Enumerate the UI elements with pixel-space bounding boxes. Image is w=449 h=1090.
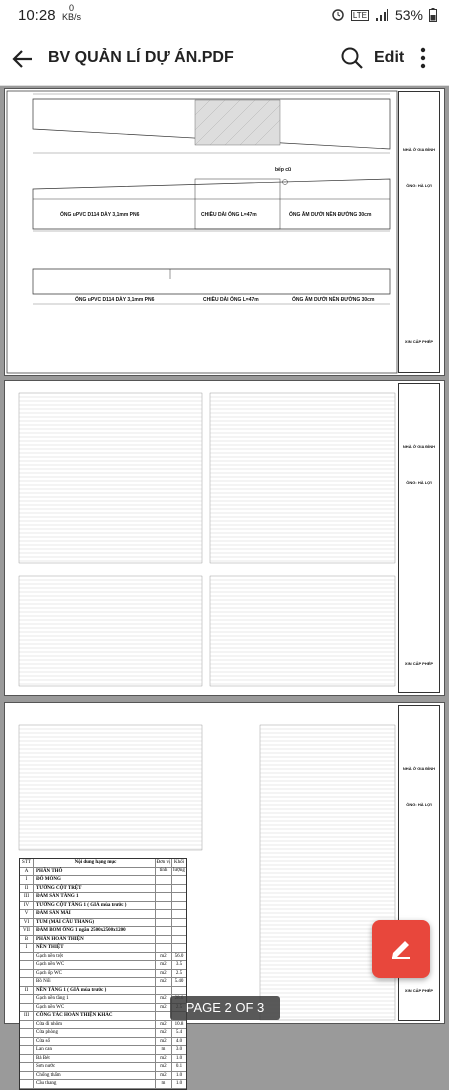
row-qty: 2.5 [175, 970, 183, 976]
row-stt: III [20, 893, 34, 901]
table-row [20, 978, 186, 987]
pipe-label-1a: ỐNG uPVC D114 DÀY 3,1mm PN6 [60, 212, 140, 218]
table-row [20, 970, 186, 979]
row-content: ĐÁM SÀN MÁI [34, 910, 156, 918]
row-stt: II [20, 987, 34, 995]
table-row [20, 893, 186, 902]
row-content: ĐÁM SÀN TẦNG 1 [34, 893, 156, 901]
row-unit [156, 910, 172, 918]
pdf-page-1[interactable] [4, 88, 445, 376]
row-unit [156, 944, 172, 952]
row-content: Gạch nền WC [34, 961, 156, 969]
row-unit [156, 868, 172, 876]
row-unit: m2 [156, 1055, 172, 1063]
table-row [20, 919, 186, 928]
row-unit: m2 [156, 1029, 172, 1037]
table-row [20, 1080, 186, 1089]
row-unit [156, 927, 172, 935]
row-unit: m2 [156, 1063, 172, 1071]
table-row [20, 1055, 186, 1064]
battery-icon [429, 8, 437, 22]
pdf-page-2[interactable] [4, 380, 445, 696]
table-row [20, 1021, 186, 1030]
header-stt: STT [20, 859, 34, 867]
row-qty: 1.0 [175, 1055, 183, 1061]
row-unit [156, 936, 172, 944]
row-content: Gạch nền WC [34, 1004, 156, 1012]
pencil-icon [389, 937, 413, 961]
row-qty: 1.0 [175, 1072, 183, 1078]
row-qty: 5.40 [174, 979, 184, 984]
edit-fab-button[interactable] [372, 920, 430, 978]
row-stt: A [20, 868, 34, 876]
row-qty: 1.0 [175, 1081, 183, 1086]
row-stt: V [20, 910, 34, 918]
title-block [398, 91, 440, 373]
row-content: Gạch nền trệt [34, 953, 156, 961]
network-speed [62, 4, 81, 22]
project-name: NHÀ Ở GIA ĐÌNH [402, 147, 436, 152]
row-stt [20, 1080, 34, 1088]
site-plan-drawing [5, 89, 446, 377]
row-unit: m [156, 1080, 172, 1088]
row-qty [172, 987, 186, 995]
row-content: Cửa sổ [34, 1038, 156, 1046]
row-content: Cửa phòng [34, 1029, 156, 1037]
pipe-label-1b: CHIỀU DÀI ỐNG L=47m [201, 212, 257, 218]
lte-icon: LTE [352, 10, 367, 20]
row-content: TƯỜNG CỘT TRỆT [34, 885, 156, 893]
row-stt [20, 970, 34, 978]
row-stt: III [20, 1012, 34, 1020]
row-unit: m2 [156, 1021, 172, 1029]
header-content: Nội dung hạng mục [34, 859, 156, 867]
row-stt: II [20, 885, 34, 893]
table-row [20, 1046, 186, 1055]
table-row [20, 953, 186, 962]
permit-stage-3: XIN CẤP PHÉP [404, 988, 434, 993]
table-row [20, 885, 186, 894]
more-options-icon[interactable] [420, 47, 426, 69]
row-qty: 10.8 [174, 1021, 184, 1027]
row-unit: m2 [156, 978, 172, 986]
row-stt: I [20, 876, 34, 884]
edit-button[interactable]: Edit [374, 49, 405, 66]
table-row [20, 944, 186, 953]
row-qty [172, 885, 186, 893]
row-stt [20, 1046, 34, 1054]
table-row [20, 1038, 186, 1047]
row-qty: 3.5 [175, 962, 183, 967]
alarm-icon [331, 8, 345, 22]
row-unit [156, 885, 172, 893]
row-stt [20, 1055, 34, 1063]
document-title: BV QUẢN LÍ DỰ ÁN.PDF [48, 49, 234, 66]
row-qty [172, 893, 186, 901]
row-content: Sơn nước [34, 1063, 156, 1071]
pipe-label-2a: ỐNG uPVC D114 DÀY 3,1mm PN6 [75, 297, 155, 303]
row-qty: 3.0 [175, 1047, 183, 1052]
row-content: Bồ Nối [34, 978, 156, 986]
row-stt [20, 1029, 34, 1037]
row-content: Lan can [34, 1046, 156, 1054]
table-row [20, 927, 186, 936]
table-row [20, 902, 186, 911]
row-stt [20, 1004, 34, 1012]
table-row [20, 1012, 186, 1021]
table-row [20, 868, 186, 877]
header-qty: Khối lượng [173, 860, 185, 873]
cost-tables [5, 381, 446, 697]
row-content: TƯỜNG CỘT TẦNG 1 ( GIÁ mùa trước ) [34, 902, 156, 910]
table-row [20, 995, 186, 1004]
owner-name-3: ÔNG: HÀ LỢI [406, 802, 432, 807]
row-qty: 5.4 [175, 1030, 183, 1035]
row-stt: VI [20, 919, 34, 927]
row-stt [20, 995, 34, 1003]
row-stt [20, 961, 34, 969]
row-unit: m2 [156, 1004, 172, 1012]
row-content: PHẦN THÔ [34, 868, 156, 876]
table-row [20, 910, 186, 919]
table-row [20, 1072, 186, 1081]
row-content: ĐÁM BOM ỐNG 1 ngăn 2500x2500x1200 [34, 927, 156, 935]
row-unit: m2 [156, 961, 172, 969]
clock: 10:28 [18, 7, 56, 24]
table-row [20, 1004, 186, 1013]
row-qty [172, 944, 186, 952]
row-content: CÔNG TÁC HOÀN THIỆN KHÁC [34, 1012, 156, 1020]
row-stt: VII [20, 927, 34, 935]
row-unit: m2 [156, 953, 172, 961]
header-unit: Đơn vị tính [156, 860, 171, 873]
permit-stage-2: XIN CẤP PHÉP [404, 661, 434, 666]
row-content: PHẦN HOÀN THIỆN [34, 936, 156, 944]
row-unit [156, 902, 172, 910]
row-stt [20, 953, 34, 961]
table-row [20, 1029, 186, 1038]
status-bar [0, 0, 449, 32]
row-unit: m2 [156, 970, 172, 978]
row-unit [156, 893, 172, 901]
pipe-label-2c: ỐNG ÂM DƯỚI NỀN ĐƯỜNG 30cm [292, 297, 375, 303]
row-content: Chống thấm [34, 1072, 156, 1080]
status-icons [331, 7, 437, 23]
title-block-2 [398, 383, 440, 693]
row-content: TUM (MÁI CẦU THANG) [34, 919, 156, 927]
row-unit: m2 [156, 1038, 172, 1046]
search-icon[interactable] [340, 46, 364, 70]
row-unit: m2 [156, 1072, 172, 1080]
kitchen-label: bếp cũ [275, 167, 292, 173]
row-unit: m2 [156, 995, 172, 1003]
pipe-label-1c: ỐNG ÂM DƯỚI NỀN ĐƯỜNG 30cm [289, 212, 372, 218]
row-content: Bả Bét [34, 1055, 156, 1063]
row-unit [156, 987, 172, 995]
row-qty: 4.0 [175, 1038, 183, 1044]
row-stt [20, 1021, 34, 1029]
row-content: NỀN TẦNG 1 ( GIÁ mùa trước ) [34, 987, 156, 995]
row-stt: IV [20, 902, 34, 910]
table-row [20, 987, 186, 996]
row-qty: 0.1 [175, 1064, 183, 1069]
row-qty [172, 876, 186, 884]
project-name-2: NHÀ Ở GIA ĐÌNH [402, 444, 436, 449]
row-unit [156, 919, 172, 927]
row-content: ĐỔ MÓNG [34, 876, 156, 884]
back-arrow-icon[interactable] [10, 46, 36, 72]
row-qty [172, 927, 186, 935]
row-stt [20, 978, 34, 986]
row-qty [172, 919, 186, 927]
app-bar [0, 32, 449, 86]
permit-stage: XIN CẤP PHÉP [404, 339, 434, 344]
table-row [20, 961, 186, 970]
summary-table [19, 858, 187, 1090]
row-unit: m [156, 1046, 172, 1054]
table-row [20, 876, 186, 885]
signal-icon [375, 8, 389, 22]
row-content: Cầu thang [34, 1080, 156, 1088]
row-stt: I [20, 944, 34, 952]
owner-name: ÔNG: HÀ LỢI [406, 183, 432, 188]
row-content: Gạch nền tầng 1 [34, 995, 156, 1003]
row-unit [156, 876, 172, 884]
row-content: Gạch ốp WC [34, 970, 156, 978]
row-content: NỀN THIỆT [34, 944, 156, 952]
row-qty [172, 910, 186, 918]
project-name-3: NHÀ Ở GIA ĐÌNH [402, 766, 436, 771]
table-row [20, 1063, 186, 1072]
pipe-label-2b: CHIỀU DÀI ỐNG L=47m [203, 297, 259, 303]
speed-unit: KB/s [62, 12, 82, 22]
row-qty [172, 902, 186, 910]
battery-percent: 53% [394, 7, 423, 23]
row-content: Cửa đi nhôm [34, 1021, 156, 1029]
row-qty: 56.0 [174, 953, 184, 959]
row-stt [20, 1072, 34, 1080]
row-stt: B [20, 936, 34, 944]
page-indicator: PAGE 2 OF 3 [170, 996, 280, 1020]
row-qty [172, 936, 186, 944]
row-stt [20, 1063, 34, 1071]
owner-name-2: ÔNG: HÀ LỢI [406, 480, 432, 485]
row-qty [172, 868, 186, 876]
row-stt [20, 1038, 34, 1046]
table-row [20, 936, 186, 945]
speed-value: 0 [69, 3, 75, 13]
